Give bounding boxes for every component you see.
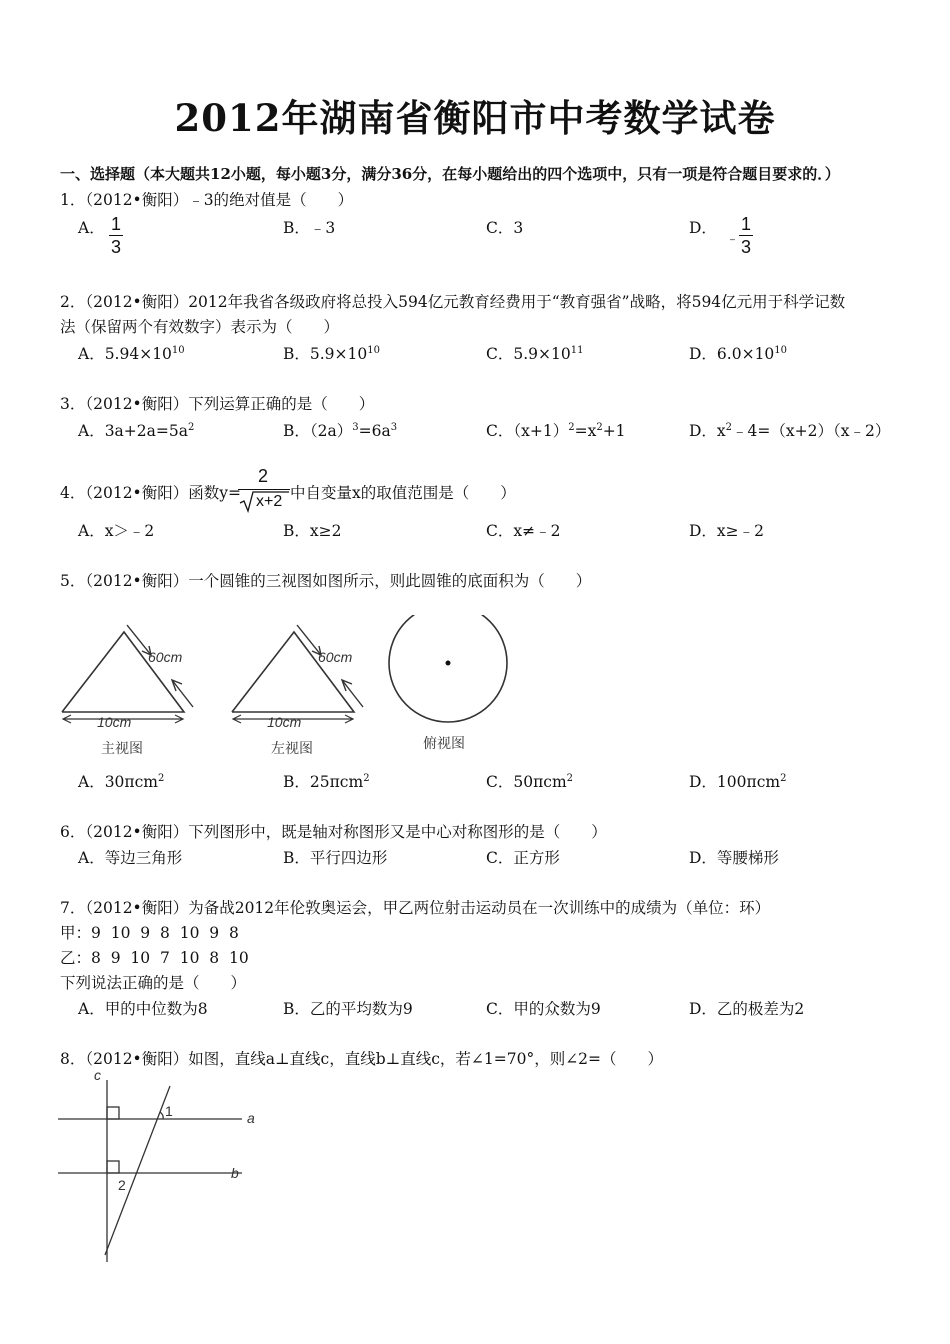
transversal-line [105,1086,170,1255]
left-slant-label: 60cm [318,649,353,665]
angle1-label: 1 [165,1103,173,1119]
q2-option-c: C．$5.9\times 10^{11}$ [486,345,584,363]
q7-yi-scores: 乙：8 9 10 7 10 8 10 [60,949,249,967]
q7-option-b: B．乙的平均数为9 [283,1000,413,1018]
q4-option-b: B．x≥2 [283,522,342,540]
q6-option-b: B．平行四边形 [283,849,388,867]
q5-option-b: B．25πcm$^2$ [283,773,370,791]
q6-stem: 6．（2012•衡阳）下列图形中，既是轴对称图形又是中心对称图形的是（ ） [60,823,607,841]
q1-option-b: B．﹣3 [283,219,336,237]
q7-option-d: D．乙的极差为2 [689,1000,805,1018]
front-view-caption: 主视图 [101,740,143,756]
section-heading: 一、选择题（本大题共12小题，每小题3分，满分36分，在每小题给出的四个选项中，只有一项是符合题目要求的．） [60,165,840,183]
q1-a-denominator: 3 [110,237,121,257]
q4-fraction [236,466,290,512]
q4-option-a: A．x＞﹣2 [78,522,155,540]
top-view-caption: 俯视图 [423,735,465,751]
q3-option-a: A．$3a+2a=5a^2$ [78,422,195,440]
q1-option-d-label: D． [689,219,717,237]
q7-jia-scores: 甲：9 10 9 8 10 9 8 [60,924,239,942]
left-view [232,625,363,723]
right-angle-mark-b [107,1161,119,1173]
q4-option-c: C．x≠﹣2 [486,522,561,540]
q4-fraction-numerator: 2 [257,466,268,486]
page-title: 2012年湖南省衡阳市中考数学试卷 [174,96,776,140]
q5-option-c: C．50πcm$^2$ [486,773,574,791]
angle2-label: 2 [118,1177,126,1193]
right-angle-mark-a [107,1107,119,1119]
front-base-label: 10cm [97,714,132,730]
q7-option-c: C．甲的众数为9 [486,1000,601,1018]
q1-option-d-sign: ﹣ [726,232,740,247]
q2-option-b: B．$5.9\times 10^{10}$ [283,345,380,363]
cone-three-views-figure [55,615,525,765]
q1-option-c: C．3 [486,219,524,237]
q2-option-a: A．$5.94\times 10^{10}$ [78,345,185,363]
q1-stem: 1．（2012•衡阳）﹣3的绝对值是（ ） [60,191,354,209]
left-base-label: 10cm [267,714,302,730]
q1-option-d-fraction [739,214,753,257]
q1-option-a-label: A． [78,219,105,237]
q2-stem-line1: 2．（2012•衡阳）2012年我省各级政府将总投入594亿元教育经费用于“教育强省”战略，将594亿元用于科学记数 [60,293,846,311]
q3-stem: 3．（2012•衡阳）下列运算正确的是（ ） [60,395,375,413]
q1-option-a-fraction [109,214,123,257]
top-view [389,615,507,722]
q4-stem-post: 中自变量x的取值范围是（ ） [290,484,516,502]
front-view [62,625,193,723]
q1-d-denominator: 3 [740,237,751,257]
line-b-label: b [231,1165,239,1181]
q2-stem-line2: 法（保留两个有效数字）表示为（ ） [60,318,340,336]
q5-stem: 5．（2012•衡阳）一个圆锥的三视图如图所示，则此圆锥的底面积为（ ） [60,572,592,590]
q7-option-a: A．甲的中位数为8 [78,1000,208,1018]
q7-stem: 7．（2012•衡阳）为备战2012年伦敦奥运会，甲乙两位射击运动员在一次训练中的成绩为（单位：环） [60,899,771,917]
q6-option-a: A．等边三角形 [78,849,183,867]
q2-option-d: D．$6.0\times 10^{10}$ [689,345,788,363]
q4-fraction-denominator: x+2 [256,493,283,510]
q6-option-c: C．正方形 [486,849,560,867]
q3-option-b: B．$(2a)^3=6a^3$ [283,422,398,440]
angle1-arc [160,1112,163,1119]
line-a-label: a [247,1110,255,1126]
q8-stem: 8．（2012•衡阳）如图，直线a⊥直线c，直线b⊥直线c，若∠1=70°，则∠2=（ ） [60,1050,664,1068]
q4-option-d: D．x≥﹣2 [689,522,765,540]
q3-option-c: C．$(x+1)^2=x^2+1$ [486,422,626,440]
q5-option-d: D．100πcm$^2$ [689,773,787,791]
q1-d-numerator: 1 [740,214,751,234]
q3-option-d: D．$x^2﹣4=(x+2)(x﹣2)$ [689,422,891,440]
front-slant-label: 60cm [148,649,183,665]
q5-option-a: A．30πcm$^2$ [78,773,165,791]
q1-a-numerator: 1 [110,214,121,234]
parallel-lines-figure [50,1062,270,1272]
q7-ask: 下列说法正确的是（ ） [60,974,247,992]
left-view-caption: 左视图 [271,740,313,756]
line-c-label: c [94,1067,101,1083]
q6-option-d: D．等腰梯形 [689,849,779,867]
q4-stem-pre: 4．（2012•衡阳）函数y= [60,484,241,502]
